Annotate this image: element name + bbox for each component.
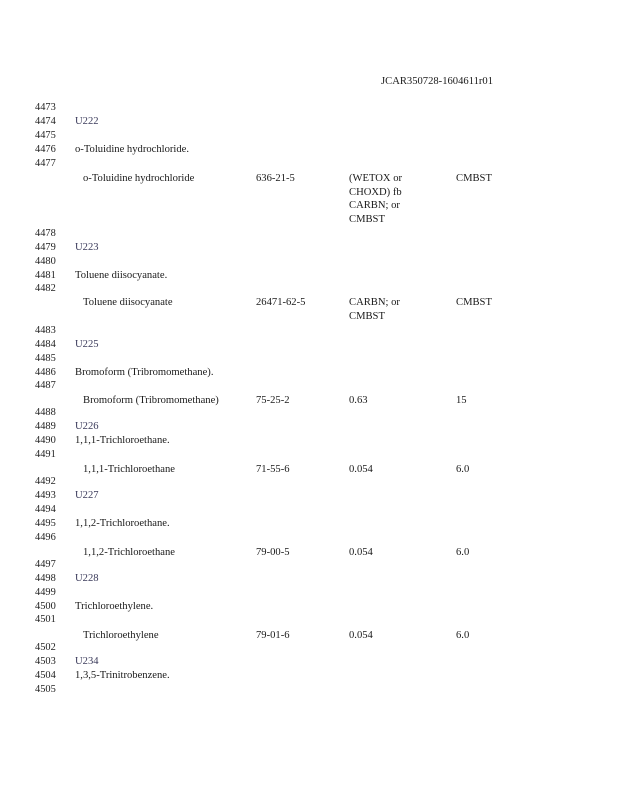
constituent-name: 1,1,2-Trichloroethane [83, 547, 175, 558]
line-number: 4474 [35, 116, 56, 127]
waste-code: U234 [75, 656, 99, 667]
document-id: JCAR350728-1604611r01 [381, 76, 494, 87]
constituent-name: o-Toluidine hydrochloride [83, 173, 195, 184]
constituent-name: Bromoform (Tribromomethane) [83, 395, 219, 406]
entry-title: 1,1,2-Trichloroethane. [75, 518, 170, 529]
line-number: 4495 [35, 518, 56, 529]
wastewater-standard: CARBN; or CMBST [349, 297, 400, 322]
entry-title: 1,3,5-Trinitrobenzene. [75, 670, 170, 681]
cas-number: 636-21-5 [256, 173, 295, 184]
waste-code: U228 [75, 573, 99, 584]
wastewater-standard: (WETOX or CHOXD) fb CARBN; or CMBST [349, 173, 403, 225]
line-number: 4481 [35, 270, 56, 281]
wastewater-standard: 0.054 [349, 547, 373, 558]
line-number: 4475 [35, 130, 56, 141]
nonwastewater-standard: 6.0 [456, 464, 470, 475]
line-number: 4483 [35, 325, 56, 336]
constituent-name: Trichloroethylene [83, 630, 159, 641]
line-number: 4500 [35, 601, 56, 612]
line-number: 4478 [35, 228, 56, 239]
line-number: 4492 [35, 476, 56, 487]
cas-number: 79-00-5 [256, 547, 290, 558]
line-number: 4505 [35, 684, 56, 695]
line-number: 4476 [35, 144, 56, 155]
cas-number: 26471-62-5 [256, 297, 306, 308]
line-number: 4496 [35, 532, 56, 543]
waste-code: U223 [75, 242, 99, 253]
cas-number: 71-55-6 [256, 464, 290, 475]
nonwastewater-standard: 6.0 [456, 630, 470, 641]
line-number: 4482 [35, 283, 56, 294]
entry-title: Bromoform (Tribromomethane). [75, 367, 214, 378]
wastewater-standard: 0.054 [349, 464, 373, 475]
line-number: 4477 [35, 158, 56, 169]
line-number: 4484 [35, 339, 56, 350]
line-number: 4494 [35, 504, 56, 515]
constituent-name: 1,1,1-Trichloroethane [83, 464, 175, 475]
line-number: 4503 [35, 656, 56, 667]
entry-title: Trichloroethylene. [75, 601, 154, 612]
nonwastewater-standard: CMBST [456, 173, 492, 184]
line-number: 4485 [35, 353, 56, 364]
line-number: 4489 [35, 421, 56, 432]
line-number: 4487 [35, 380, 56, 391]
nonwastewater-standard: 15 [456, 395, 467, 406]
waste-code: U222 [75, 116, 99, 127]
line-number: 4486 [35, 367, 56, 378]
cas-number: 75-25-2 [256, 395, 290, 406]
waste-code: U225 [75, 339, 99, 350]
line-number: 4493 [35, 490, 56, 501]
entry-title: Toluene diisocyanate. [75, 270, 168, 281]
line-number: 4499 [35, 587, 56, 598]
line-number: 4480 [35, 256, 56, 267]
line-number: 4488 [35, 407, 56, 418]
waste-code: U226 [75, 421, 99, 432]
entry-title: o-Toluidine hydrochloride. [75, 144, 189, 155]
cas-number: 79-01-6 [256, 630, 290, 641]
wastewater-standard: 0.63 [349, 395, 368, 406]
nonwastewater-standard: CMBST [456, 297, 492, 308]
line-number: 4473 [35, 102, 56, 113]
line-number: 4501 [35, 614, 56, 625]
wastewater-standard: 0.054 [349, 630, 373, 641]
line-number: 4490 [35, 435, 56, 446]
line-number: 4504 [35, 670, 56, 681]
waste-code: U227 [75, 490, 99, 501]
line-number: 4479 [35, 242, 56, 253]
nonwastewater-standard: 6.0 [456, 547, 470, 558]
line-number: 4497 [35, 559, 56, 570]
constituent-name: Toluene diisocyanate [83, 297, 173, 308]
entry-title: 1,1,1-Trichloroethane. [75, 435, 170, 446]
line-number: 4502 [35, 642, 56, 653]
line-number: 4491 [35, 449, 56, 460]
line-number: 4498 [35, 573, 56, 584]
